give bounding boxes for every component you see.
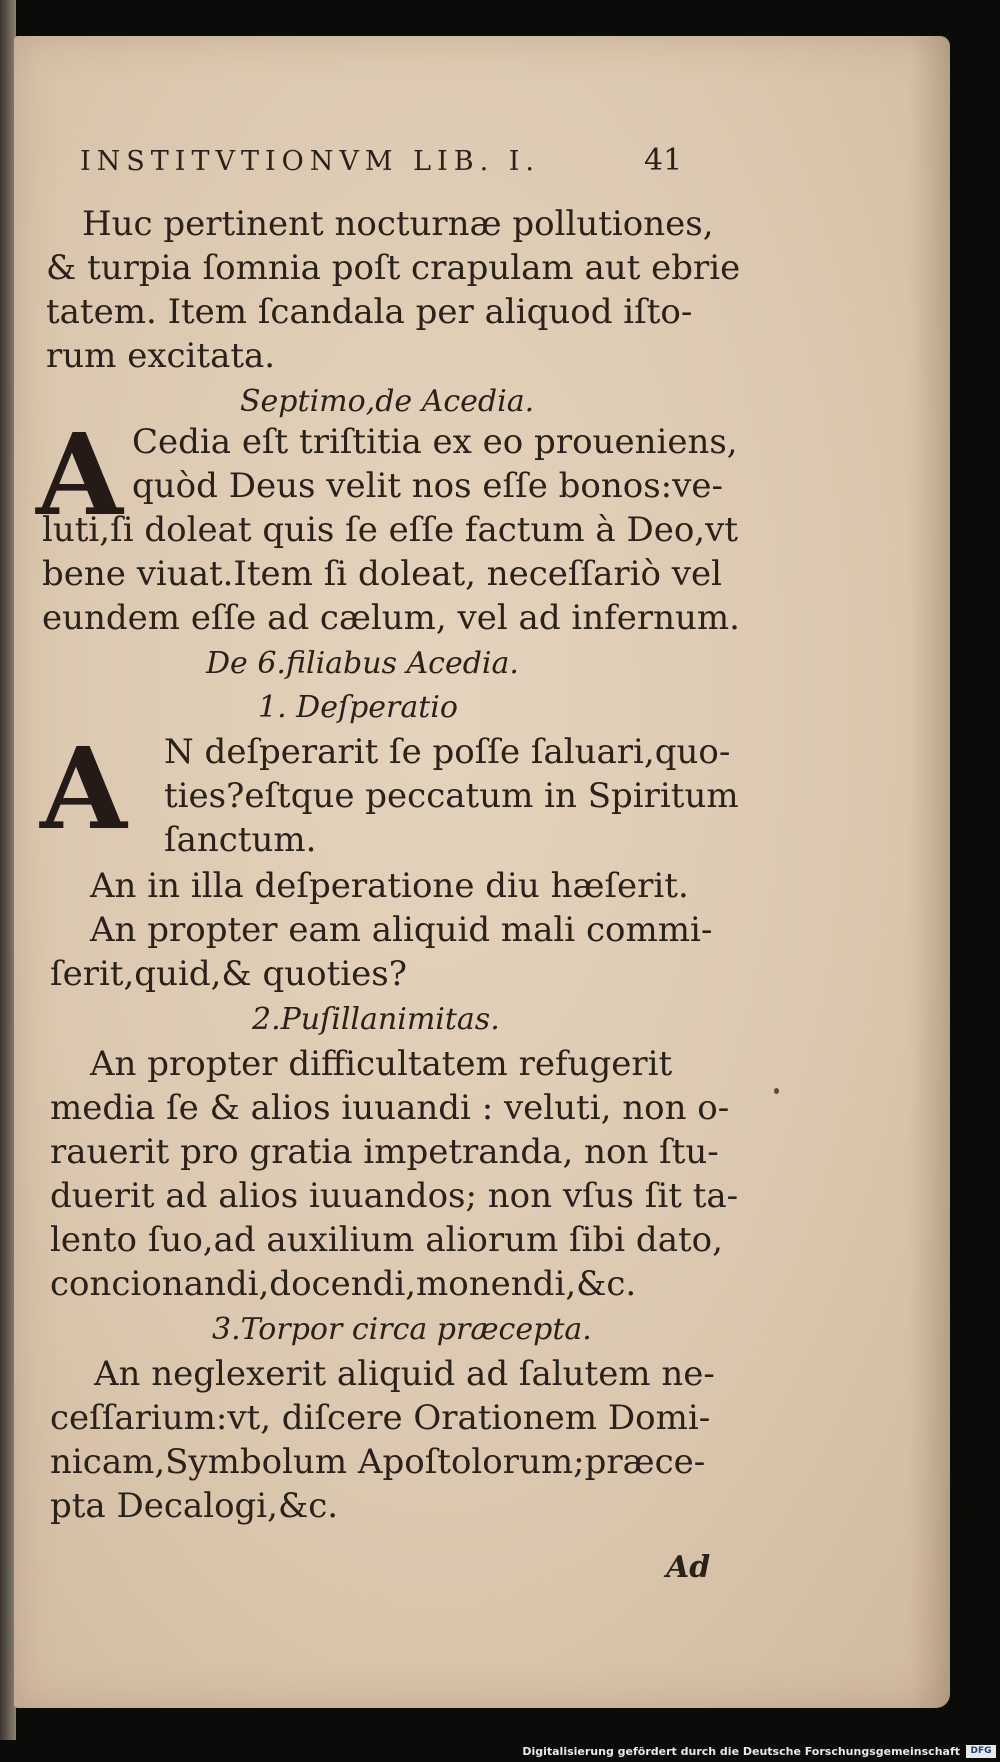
running-title: INSTITVTIONVM LIB. I.: [80, 146, 540, 177]
catchword: Ad: [666, 1550, 711, 1585]
page-shadow: [910, 36, 950, 1708]
text-line: Cedia eſt triſtitia ex eo proueniens,: [132, 422, 738, 462]
text-line: quòd Deus velit nos eſſe bonos:ve-: [132, 466, 723, 506]
subsection-heading: 1. Deſperatio: [258, 690, 458, 725]
text-line: An in illa deſperatione diu hæſerit.: [90, 866, 689, 906]
drop-cap-initial: A: [40, 724, 127, 855]
text-line: duerit ad alios iuuandos; non vſus ſit ta-: [50, 1176, 739, 1216]
text-line: Huc pertinent nocturnæ pollutiones,: [82, 204, 714, 244]
text-line: ceſſarium:vt, diſcere Orationem Domi-: [50, 1398, 711, 1438]
dfg-logo: DFG: [966, 1745, 996, 1758]
text-line: luti,ſi doleat quis ſe eſſe factum à Deo,vt: [42, 510, 738, 550]
text-line: ſerit,quid,& quoties?: [50, 954, 407, 994]
text-line: ſanctum.: [164, 820, 317, 860]
book-page: [14, 36, 950, 1708]
digitization-credit: Digitalisierung gefördert durch die Deutsche Forschungsgemeinschaft: [522, 1745, 960, 1758]
text-line: An neglexerit aliquid ad ſalutem ne-: [94, 1354, 715, 1394]
text-line: concionandi,docendi,monendi,&c.: [50, 1264, 637, 1304]
ink-speck: [774, 1088, 779, 1094]
text-line: An propter difficultatem refugerit: [90, 1044, 673, 1084]
text-line: rum excitata.: [46, 336, 276, 376]
running-header: [80, 143, 683, 178]
text-line: & turpia ſomnia poſt crapulam aut ebrie: [46, 248, 741, 288]
text-line: bene viuat.Item ſi doleat, neceſſariò vel: [42, 554, 722, 594]
footer-bar: [0, 1740, 1000, 1762]
section-heading: Septimo,de Acedia.: [240, 384, 535, 419]
section-heading: De 6.filiabus Acedia.: [206, 646, 519, 681]
subsection-heading: 2.Puſillanimitas.: [252, 1002, 500, 1037]
text-line: media ſe & alios iuuandi : veluti, non o-: [50, 1088, 730, 1128]
text-line: tatem. Item ſcandala per aliquod iſto-: [46, 292, 693, 332]
text-line: lento ſuo,ad auxilium aliorum ſibi dato,: [50, 1220, 723, 1260]
text-line: An propter eam aliquid mali commi-: [90, 910, 713, 950]
subsection-heading: 3.Torpor circa præcepta.: [212, 1312, 592, 1347]
drop-cap-initial: A: [36, 410, 123, 541]
page-number: 41: [644, 143, 683, 178]
text-line: pta Decalogi,&c.: [50, 1486, 339, 1526]
text-line: rauerit pro gratia impetranda, non ſtu-: [50, 1132, 719, 1172]
text-line: eundem eſſe ad cælum, vel ad infernum.: [42, 598, 740, 638]
text-line: N deſperarit ſe poſſe ſaluari,quo-: [164, 732, 731, 772]
text-line: nicam,Symbolum Apoſtolorum;præce-: [50, 1442, 706, 1482]
text-line: ties?eſtque peccatum in Spiritum: [164, 776, 739, 816]
